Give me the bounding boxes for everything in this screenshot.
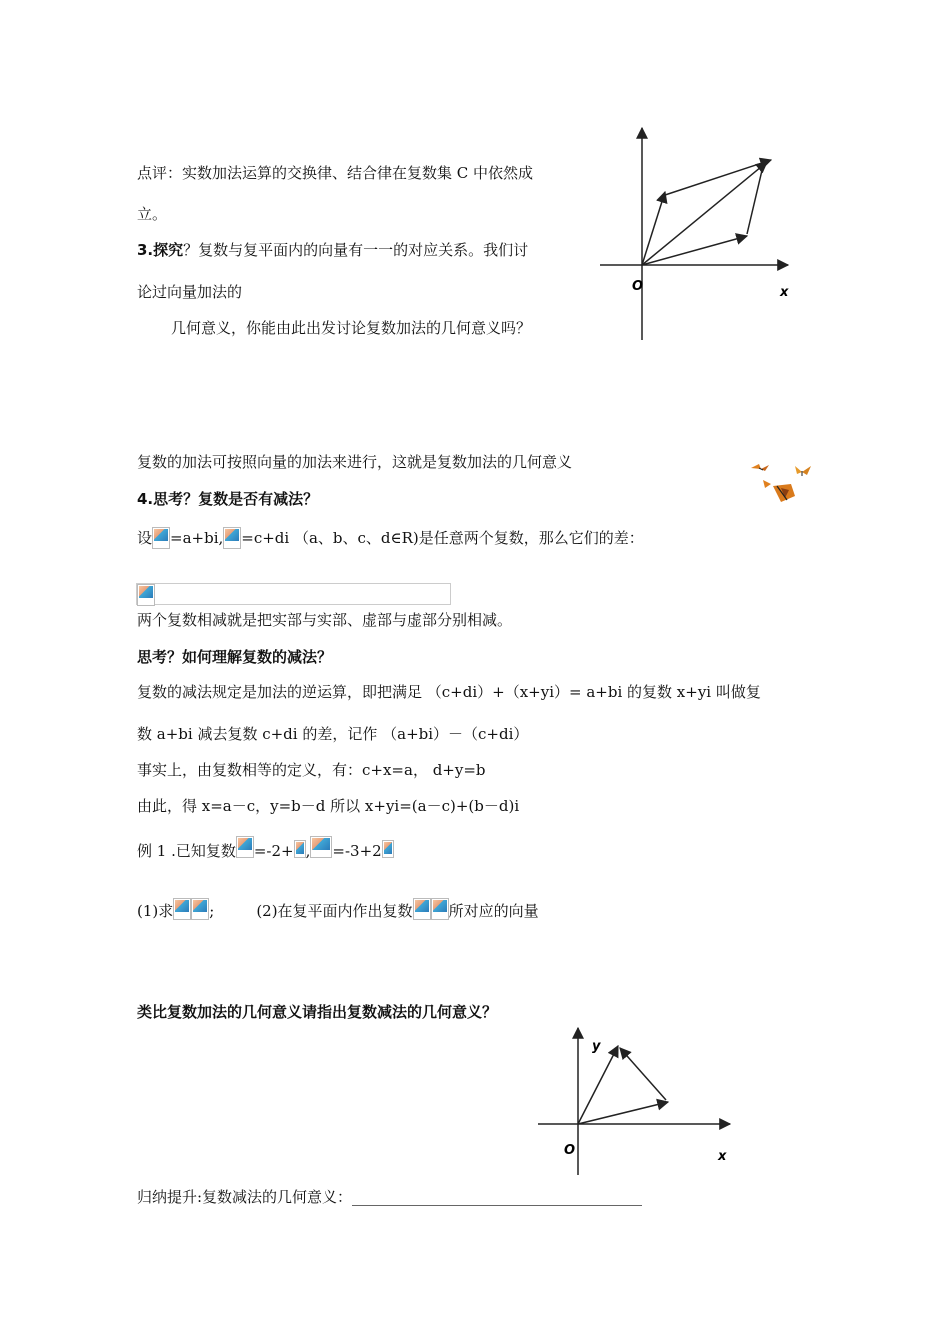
z2-text: =c+di （a、b、c、d∈R)是任意两个复数，那么它们的差： — [241, 529, 644, 547]
formula-image-icon — [137, 584, 155, 606]
task-1-label: (1)求 — [137, 902, 174, 920]
formula-image-icon — [431, 898, 449, 920]
origin-label: O — [564, 1143, 576, 1158]
vector-addition-figure — [590, 120, 800, 350]
vector-z2 — [578, 1102, 668, 1124]
heading-understand-subtraction: 思考？如何理解复数的减法？ — [137, 648, 333, 666]
example-z2: =-3+2 — [332, 842, 382, 860]
butterfly-icon — [763, 480, 795, 502]
summary-label: 归纳提升:复数减法的几何意义： — [137, 1188, 353, 1206]
paragraph-commutative: 点评：实数加法运算的交换律、结合律在复数集 C 中依然成 — [137, 164, 534, 182]
formula-image-icon — [413, 898, 431, 920]
butterflies-decoration — [745, 462, 817, 506]
paragraph-addition-meaning: 复数的加法可按照向量的加法来进行，这就是复数加法的几何意义 — [137, 453, 573, 471]
task-2-label: (2)在复平面内作出复数 — [256, 902, 413, 920]
x-axis-label: x — [780, 285, 789, 300]
vector-side-1 — [662, 160, 771, 196]
formula-image-box — [136, 583, 451, 605]
vector-z1 — [642, 192, 665, 265]
heading-analogy: 类比复数加法的几何意义请指出复数减法的几何意义？ — [137, 1003, 498, 1021]
formula-image-icon — [191, 898, 209, 920]
paragraph-example-tasks — [137, 898, 539, 921]
answer-blank[interactable] — [352, 1189, 642, 1206]
paragraph-example-1 — [137, 836, 394, 861]
formula-image-icon — [294, 840, 306, 858]
formula-image-icon — [152, 527, 170, 549]
vector-z2 — [642, 236, 747, 265]
heading-think-subtraction: 4.思考？复数是否有减法？ — [137, 490, 319, 508]
formula-image-icon — [173, 898, 191, 920]
paragraph-let-complex — [137, 527, 644, 549]
paragraph-subtraction-definition: 复数的减法规定是加法的逆运算，即把满足 （c+di）+（x+yi）= a+bi 的复数 x+yi 叫做复 — [137, 683, 761, 701]
example-comma: , — [305, 842, 311, 860]
y-axis-label: y — [592, 1039, 601, 1054]
vector-subtraction-figure — [530, 1020, 740, 1180]
explore-text: ？复数与复平面内的向量有一一的对应关系。我们讨 — [183, 241, 529, 259]
origin-label: O — [632, 279, 644, 294]
x-axis-label: x — [718, 1149, 727, 1164]
z1-text: =a+bi, — [170, 529, 224, 547]
paragraph-explore-cont: 论过向量加法的 — [137, 283, 243, 301]
formula-image-icon — [382, 840, 394, 858]
task-2-end: 所对应的向量 — [448, 902, 539, 920]
butterfly-icon — [751, 464, 769, 471]
vector-z1 — [578, 1046, 618, 1124]
paragraph-therefore: 由此，得 x=a－c，y=b－d 所以 x+yi=(a－c)+(b－d)i — [137, 797, 520, 815]
formula-image-icon — [223, 527, 241, 549]
formula-image-icon — [310, 836, 332, 858]
butterfly-icon — [795, 466, 811, 476]
paragraph-subtract-parts: 两个复数相减就是把实部与实部、虚部与虚部分别相减。 — [137, 611, 513, 629]
example-z1: =-2+ — [253, 842, 294, 860]
vector-sum — [642, 162, 767, 265]
task-1-end: ; — [209, 902, 215, 920]
explore-heading: 3.探究 — [137, 241, 184, 259]
paragraph-equality-fact: 事实上，由复数相等的定义，有：c+x=a， d+y=b — [137, 761, 486, 779]
vector-difference — [620, 1048, 666, 1100]
paragraph-geometric-question: 几何意义，你能由此出发讨论复数加法的几何意义吗？ — [171, 319, 532, 337]
formula-image-icon — [236, 836, 254, 858]
paragraph-summary — [137, 1187, 642, 1207]
paragraph-commutative-cont: 立。 — [137, 205, 168, 223]
let-text: 设 — [137, 529, 153, 547]
paragraph-subtraction-notation: 数 a+bi 减去复数 c+di 的差，记作 （a+bi）－（c+di） — [137, 725, 529, 743]
example-text: 例 1 .已知复数 — [137, 842, 236, 860]
paragraph-explore — [137, 240, 528, 260]
